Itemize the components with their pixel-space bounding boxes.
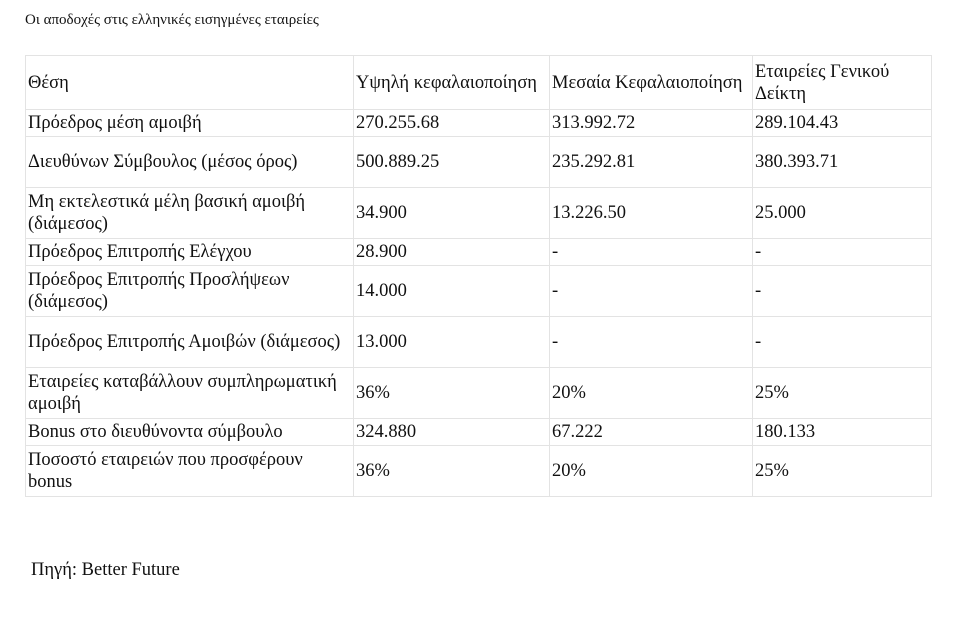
cell-mid-cap: - [550, 317, 753, 368]
cell-high-cap: 28.900 [354, 239, 550, 266]
cell-general-index: - [753, 239, 932, 266]
compensation-table-container [25, 55, 931, 497]
compensation-table [25, 55, 932, 497]
cell-general-index: 380.393.71 [753, 137, 932, 188]
cell-mid-cap: 13.226.50 [550, 188, 753, 239]
table-header-row [26, 56, 932, 110]
cell-general-index: 180.133 [753, 419, 932, 446]
cell-high-cap: 36% [354, 368, 550, 419]
table-row [26, 137, 932, 188]
cell-high-cap: 270.255.68 [354, 110, 550, 137]
row-label: Μη εκτελεστικά μέλη βασική αμοιβή (διάμεσος) [26, 188, 354, 239]
cell-general-index: - [753, 266, 932, 317]
header-mid-cap: Μεσαία Κεφαλαιοποίηση [550, 56, 753, 110]
cell-general-index: 25.000 [753, 188, 932, 239]
row-label: Bonus στο διευθύνοντα σύμβουλο [26, 419, 354, 446]
table-row [26, 368, 932, 419]
source-note: Πηγή: Better Future [31, 560, 180, 580]
row-label: Πρόεδρος μέση αμοιβή [26, 110, 354, 137]
cell-general-index: 25% [753, 446, 932, 497]
cell-mid-cap: 67.222 [550, 419, 753, 446]
cell-mid-cap: 235.292.81 [550, 137, 753, 188]
row-label: Πρόεδρος Επιτροπής Αμοιβών (διάμεσος) [26, 317, 354, 368]
row-label: Εταιρείες καταβάλλουν συμπληρωματική αμοιβή [26, 368, 354, 419]
table-row [26, 446, 932, 497]
cell-high-cap: 324.880 [354, 419, 550, 446]
row-label: Πρόεδρος Επιτροπής Ελέγχου [26, 239, 354, 266]
cell-mid-cap: 20% [550, 368, 753, 419]
header-high-cap: Υψηλή κεφαλαιοποίηση [354, 56, 550, 110]
table-row [26, 419, 932, 446]
cell-high-cap: 36% [354, 446, 550, 497]
cell-high-cap: 500.889.25 [354, 137, 550, 188]
table-row [26, 110, 932, 137]
table-row [26, 266, 932, 317]
table-row [26, 239, 932, 266]
cell-high-cap: 34.900 [354, 188, 550, 239]
cell-mid-cap: 313.992.72 [550, 110, 753, 137]
cell-general-index: 25% [753, 368, 932, 419]
table-caption: Οι αποδοχές στις ελληνικές εισηγμένες εταιρείες [25, 12, 319, 28]
cell-mid-cap: - [550, 239, 753, 266]
row-label: Ποσοστό εταιρειών που προσφέρουν bonus [26, 446, 354, 497]
table-row [26, 188, 932, 239]
cell-high-cap: 13.000 [354, 317, 550, 368]
cell-high-cap: 14.000 [354, 266, 550, 317]
row-label: Διευθύνων Σύμβουλος (μέσος όρος) [26, 137, 354, 188]
header-general-index: Εταιρείες Γενικού Δείκτη [753, 56, 932, 110]
header-position: Θέση [26, 56, 354, 110]
cell-mid-cap: - [550, 266, 753, 317]
cell-general-index: 289.104.43 [753, 110, 932, 137]
cell-mid-cap: 20% [550, 446, 753, 497]
table-row [26, 317, 932, 368]
row-label: Πρόεδρος Επιτροπής Προσλήψεων (διάμεσος) [26, 266, 354, 317]
cell-general-index: - [753, 317, 932, 368]
